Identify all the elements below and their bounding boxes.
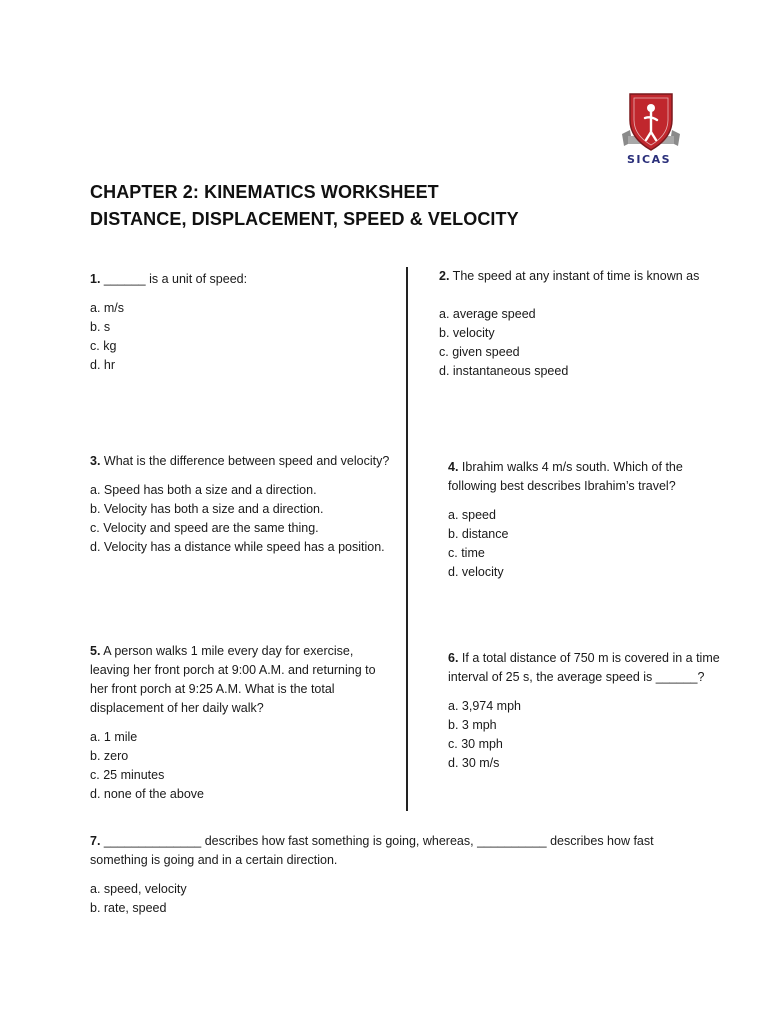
question-3 [90,452,400,557]
option-d: d. hr [90,358,116,372]
option-c: c. 25 minutes [90,768,165,782]
option-list [90,299,400,375]
option-list [448,697,728,773]
worksheet-title: CHAPTER 2: KINEMATICS WORKSHEET [90,182,439,202]
question-text: A person walks 1 mile every day for exercise, leaving her front porch at 9:00 A.M. and returning to her front porch at 9:25 A.M. What is the total displacement of her daily walk? [90,644,376,715]
question-4 [448,458,728,582]
option-list [90,880,690,918]
option-c: c. kg [90,339,117,353]
option-d: d. velocity [448,565,504,579]
option-list [448,506,728,582]
question-2 [439,267,739,381]
option-list [90,481,400,557]
option-a: a. 3,974 mph [448,699,521,713]
question-number: 1. [90,272,101,286]
question-text: What is the difference between speed and velocity? [100,454,390,468]
worksheet-subtitle: DISTANCE, DISPLACEMENT, SPEED & VELOCITY [90,209,519,229]
question-number: 7. [90,834,101,848]
question-text: Ibrahim walks 4 m/s south. Which of the following best describes Ibrahim’s travel? [448,460,683,493]
question-number: 4. [448,460,459,474]
question-stem [90,452,400,471]
column-divider [406,267,408,811]
option-c: c. 30 mph [448,737,503,751]
logo-text: SICAS [626,153,672,166]
option-d: d. Velocity has a distance while speed has a position. [90,540,385,554]
option-a: a. average speed [439,307,536,321]
option-c: c. Velocity and speed are the same thing. [90,521,319,535]
option-a: a. m/s [90,301,125,315]
question-text: ______________ describes how fast something is going, whereas, __________ describes how fast something is going and in a certain direction. [90,834,654,867]
option-a: a. Speed has both a size and a direction. [90,483,317,497]
question-stem [439,267,739,286]
option-c: c. time [448,546,485,560]
question-text: If a total distance of 750 m is covered in a time interval of 25 s, the average speed is ______? [448,651,720,684]
question-stem [90,832,690,870]
option-b: b. zero [90,749,129,763]
question-1 [90,270,400,375]
question-6 [448,649,728,773]
option-c: c. given speed [439,345,520,359]
option-b: b. distance [448,527,509,541]
question-text: The speed at any instant of time is known as [449,269,700,283]
option-b: b. s [90,320,111,334]
option-list [90,728,390,804]
question-stem [448,458,728,496]
option-a: a. speed [448,508,496,522]
option-b: b. rate, speed [90,901,167,915]
question-number: 2. [439,269,450,283]
option-d: d. instantaneous speed [439,364,569,378]
option-a: a. speed, velocity [90,882,187,896]
question-number: 3. [90,454,101,468]
option-b: b. velocity [439,326,495,340]
question-7 [90,832,690,918]
question-number: 5. [90,644,101,658]
option-b: b. 3 mph [448,718,497,732]
question-text: ______ is a unit of speed: [100,272,248,286]
option-a: a. 1 mile [90,730,138,744]
question-stem [90,270,400,289]
question-stem [448,649,728,687]
option-d: d. 30 m/s [448,756,500,770]
option-d: d. none of the above [90,787,204,801]
question-stem [90,642,390,718]
option-list [439,305,739,381]
option-b: b. Velocity has both a size and a direction. [90,502,324,516]
question-number: 6. [448,651,459,665]
question-5 [90,642,390,804]
